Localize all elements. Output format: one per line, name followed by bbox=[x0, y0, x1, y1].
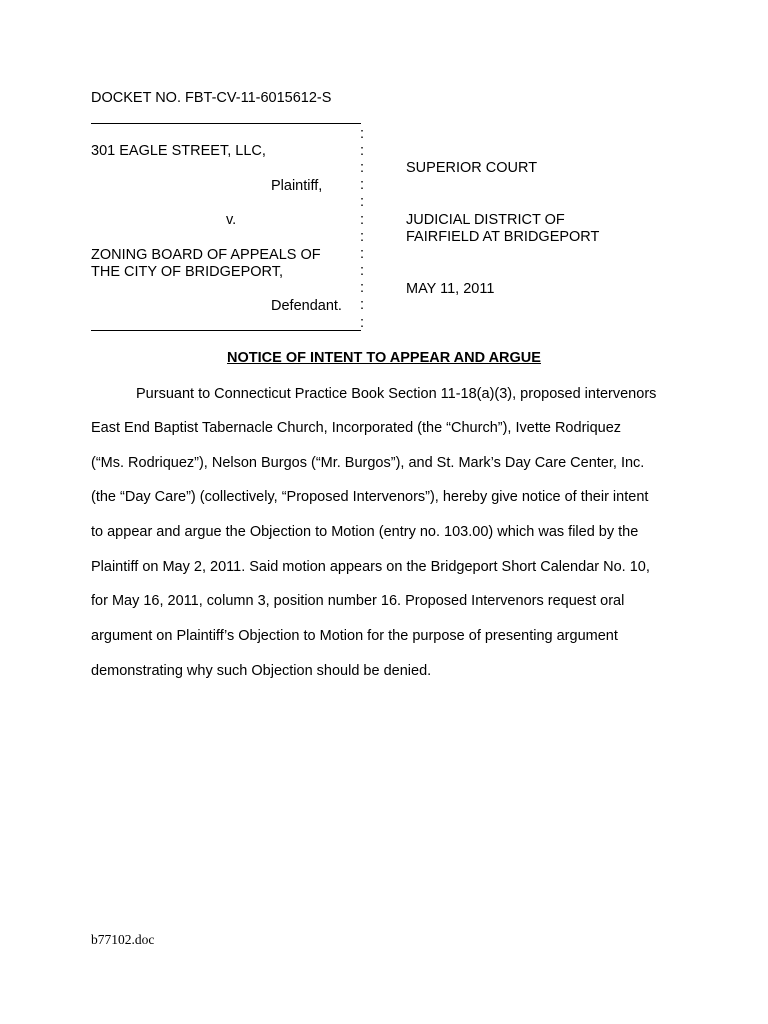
body-line: argument on Plaintiff’s Objection to Motion for the purpose of presenting argument bbox=[91, 628, 618, 644]
body-line: for May 16, 2011, column 3, position number 16. Proposed Intervenors request oral bbox=[91, 593, 625, 609]
plaintiff-name: 301 EAGLE STREET, LLC, bbox=[91, 143, 266, 159]
defendant-name-line1: ZONING BOARD OF APPEALS OF bbox=[91, 247, 321, 263]
docket-number: DOCKET NO. FBT-CV-11-6015612-S bbox=[91, 90, 332, 106]
colon: : bbox=[360, 280, 365, 296]
colon: : bbox=[360, 263, 365, 279]
colon: : bbox=[360, 177, 365, 193]
body-line: (the “Day Care”) (collectively, “Proposed Intervenors”), hereby give notice of their intent bbox=[91, 489, 649, 505]
body-line: demonstrating why such Objection should be denied. bbox=[91, 663, 432, 679]
judicial-district-line1: JUDICIAL DISTRICT OF bbox=[406, 212, 565, 228]
body-line: Plaintiff on May 2, 2011. Said motion appears on the Bridgeport Short Calendar No. 10, bbox=[91, 559, 650, 575]
caption-top-rule bbox=[91, 123, 361, 124]
colon: : bbox=[360, 194, 365, 210]
defendant-role: Defendant. bbox=[271, 298, 342, 314]
colon: : bbox=[360, 160, 365, 176]
court-name: SUPERIOR COURT bbox=[406, 160, 538, 176]
colon: : bbox=[360, 229, 365, 245]
colon: : bbox=[360, 246, 365, 262]
body-line: East End Baptist Tabernacle Church, Incorporated (the “Church”), Ivette Rodriquez bbox=[91, 420, 622, 436]
footer-filename: b77102.doc bbox=[91, 932, 155, 947]
body-line: to appear and argue the Objection to Motion (entry no. 103.00) which was filed by the bbox=[91, 524, 639, 540]
body-line: (“Ms. Rodriquez”), Nelson Burgos (“Mr. Burgos”), and St. Mark’s Day Care Center, Inc. bbox=[91, 455, 645, 471]
versus-label: v. bbox=[226, 212, 237, 228]
filing-date: MAY 11, 2011 bbox=[406, 281, 495, 297]
colon: : bbox=[360, 297, 365, 313]
body-line: Pursuant to Connecticut Practice Book Section 11-18(a)(3), proposed intervenors bbox=[136, 386, 657, 402]
document-title: NOTICE OF INTENT TO APPEAR AND ARGUE bbox=[227, 350, 541, 366]
colon: : bbox=[360, 143, 365, 159]
colon: : bbox=[360, 126, 365, 142]
colon: : bbox=[360, 315, 365, 331]
judicial-district-line2: FAIRFIELD AT BRIDGEPORT bbox=[406, 229, 600, 245]
plaintiff-role: Plaintiff, bbox=[271, 178, 323, 194]
colon: : bbox=[360, 212, 365, 228]
defendant-name-line2: THE CITY OF BRIDGEPORT, bbox=[91, 264, 284, 280]
caption-bottom-rule bbox=[91, 330, 361, 331]
